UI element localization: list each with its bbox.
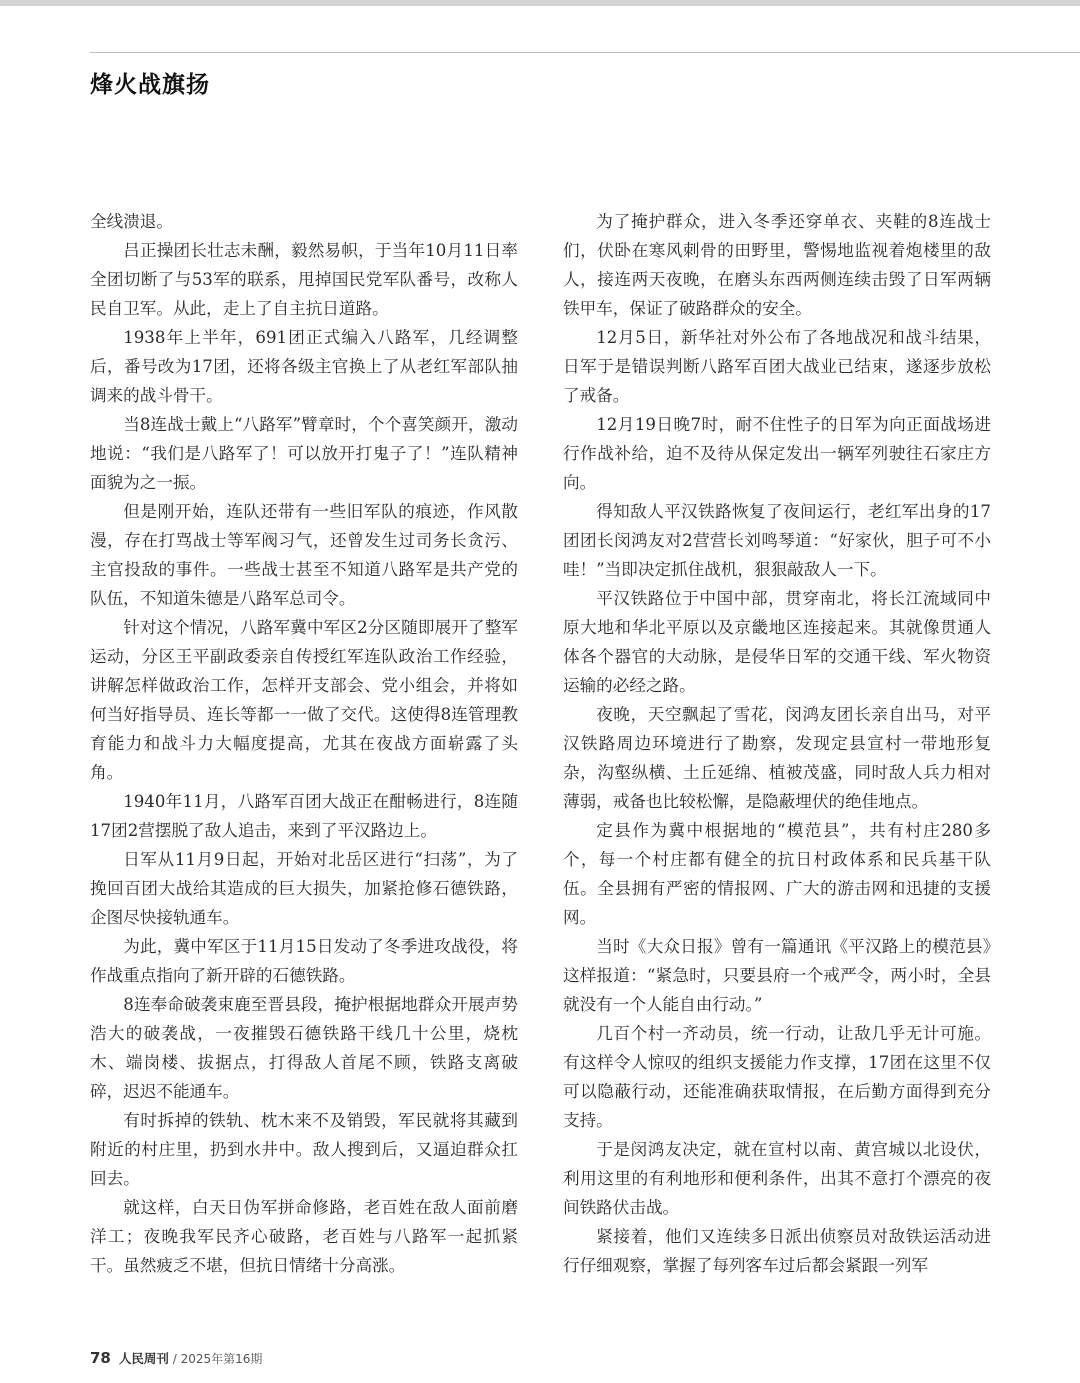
paragraph: 当时《大众日报》曾有一篇通讯《平汉路上的模范县》这样报道：“紧急时，只要县府一个戒严令，两小时，全县就没有一个人能自由行动。” xyxy=(563,937,991,1014)
paragraph: 平汉铁路位于中国中部，贯穿南北，将长江流域同中原大地和华北平原以及京畿地区连接起来。其就像贯通人体各个器官的大动脉，是侵华日军的交通干线、军火物资运输的必经之路。 xyxy=(563,589,991,695)
paragraph: 12月5日，新华社对外公布了各地战况和战斗结果，日军于是错误判断八路军百团大战业已结束，遂逐步放松了戒备。 xyxy=(563,328,991,405)
paragraph: 于是闵鸿友决定，就在宣村以南、黄宫城以北设伏，利用这里的有利地形和便利条件，出其不意打个漂亮的夜间铁路伏击战。 xyxy=(563,1140,991,1217)
paragraph: 就这样，白天日伪军拼命修路，老百姓在敌人面前磨洋工；夜晚我军民齐心破路，老百姓与八路军一起抓紧干。虽然疲乏不堪，但抗日情绪十分高涨。 xyxy=(90,1198,518,1275)
paragraph: 针对这个情况，八路军冀中军区2分区随即展开了整军运动，分区王平副政委亲自传授红军连队政治工作经验，讲解怎样做政治工作，怎样开支部会、党小组会，并将如何当好指导员、连长等都一一做了交代。这使得8连管理教育能力和战斗力大幅度提高，尤其在夜战方面崭露了头角。 xyxy=(90,618,518,782)
issue-info: / 2025年第16期 xyxy=(168,1352,263,1366)
paragraph: 1938年上半年，691团正式编入八路军，几经调整后，番号改为17团，还将各级主官换上了从老红军部队抽调来的战斗骨干。 xyxy=(90,328,518,405)
paragraph: 几百个村一齐动员，统一行动，让敌几乎无计可施。有这样令人惊叹的组织支援能力作支撑，17团在这里不仅可以隐蔽行动，还能准确获取情报，在后勤方面得到充分支持。 xyxy=(563,1024,991,1130)
paragraph: 当8连战士戴上“八路军”臂章时，个个喜笑颜开，激动地说：“我们是八路军了！可以放开打鬼子了！”连队精神面貌为之一振。 xyxy=(90,415,518,492)
magazine-name: 人民周刊 xyxy=(118,1351,169,1366)
paragraph: 吕正操团长壮志未酬，毅然易帜，于当年10月11日率全团切断了与53军的联系，甩掉国民党军队番号，改称人民自卫军。从此，走上了自主抗日道路。 xyxy=(90,241,518,318)
right-column xyxy=(563,207,991,1280)
paragraph: 日军从11月9日起，开始对北岳区进行“扫荡”，为了挽回百团大战给其造成的巨大损失，加紧抢修石德铁路，企图尽快接轨通车。 xyxy=(90,850,518,927)
paragraph: 12月19日晚7时，耐不住性子的日军为向正面战场进行作战补给，迫不及待从保定发出一辆军列驶往石家庄方向。 xyxy=(563,415,991,492)
paragraph: 得知敌人平汉铁路恢复了夜间运行，老红军出身的17团团长闵鸿友对2营营长刘鸣琴道：“好家伙，胆子可不小哇！”当即决定抓住战机，狠狠敲敌人一下。 xyxy=(563,502,991,579)
left-column xyxy=(90,207,518,1280)
paragraph: 有时拆掉的铁轨、枕木来不及销毁，军民就将其藏到附近的村庄里，扔到水井中。敌人搜到后，又逼迫群众扛回去。 xyxy=(90,1111,518,1188)
paragraph: 8连奉命破袭束鹿至晋县段，掩护根据地群众开展声势浩大的破袭战，一夜摧毁石德铁路干线几十公里，烧枕木、端岗楼、拔据点，打得敌人首尾不顾，铁路支离破碎，迟迟不能通车。 xyxy=(90,995,518,1101)
paragraph: 为此，冀中军区于11月15日发动了冬季进攻战役，将作战重点指向了新开辟的石德铁路。 xyxy=(90,937,518,985)
top-bar xyxy=(0,0,1080,6)
paragraph: 为了掩护群众，进入冬季还穿单衣、夹鞋的8连战士们，伏卧在寒风刺骨的田野里，警惕地监视着炮楼里的敌人，接连两天夜晚，在磨头东西两侧连续击毁了日军两辆铁甲车，保证了破路群众的安全。 xyxy=(563,212,991,318)
paragraph: 定县作为冀中根据地的“模范县”，共有村庄280多个，每一个村庄都有健全的抗日村政体系和民兵基干队伍。全县拥有严密的情报网、广大的游击网和迅捷的支援网。 xyxy=(563,821,991,927)
paragraph: 全线溃退。 xyxy=(90,212,173,231)
page-number: 78 xyxy=(90,1349,111,1367)
paragraph: 但是刚开始，连队还带有一些旧军队的痕迹，作风散漫，存在打骂战士等军阀习气，还曾发生过司务长贪污、主官投敌的事件。一些战士甚至不知道八路军是共产党的队伍，不知道朱德是八路军总司令。 xyxy=(90,502,518,608)
header-rule xyxy=(90,52,1080,53)
page-footer xyxy=(90,1349,262,1367)
paragraph: 1940年11月，八路军百团大战正在酣畅进行，8连随17团2营摆脱了敌人追击，来到了平汉路边上。 xyxy=(90,792,518,840)
section-title: 烽火战旗扬 xyxy=(90,72,210,98)
paragraph: 夜晚，天空飘起了雪花，闵鸿友团长亲自出马，对平汉铁路周边环境进行了勘察，发现定县宣村一带地形复杂，沟壑纵横、土丘延绵、植被茂盛，同时敌人兵力相对薄弱，戒备也比较松懈，是隐蔽埋伏的绝佳地点。 xyxy=(563,705,991,811)
paragraph: 紧接着，他们又连续多日派出侦察员对敌铁运活动进行仔细观察，掌握了每列客车过后都会紧跟一列军 xyxy=(563,1227,991,1275)
